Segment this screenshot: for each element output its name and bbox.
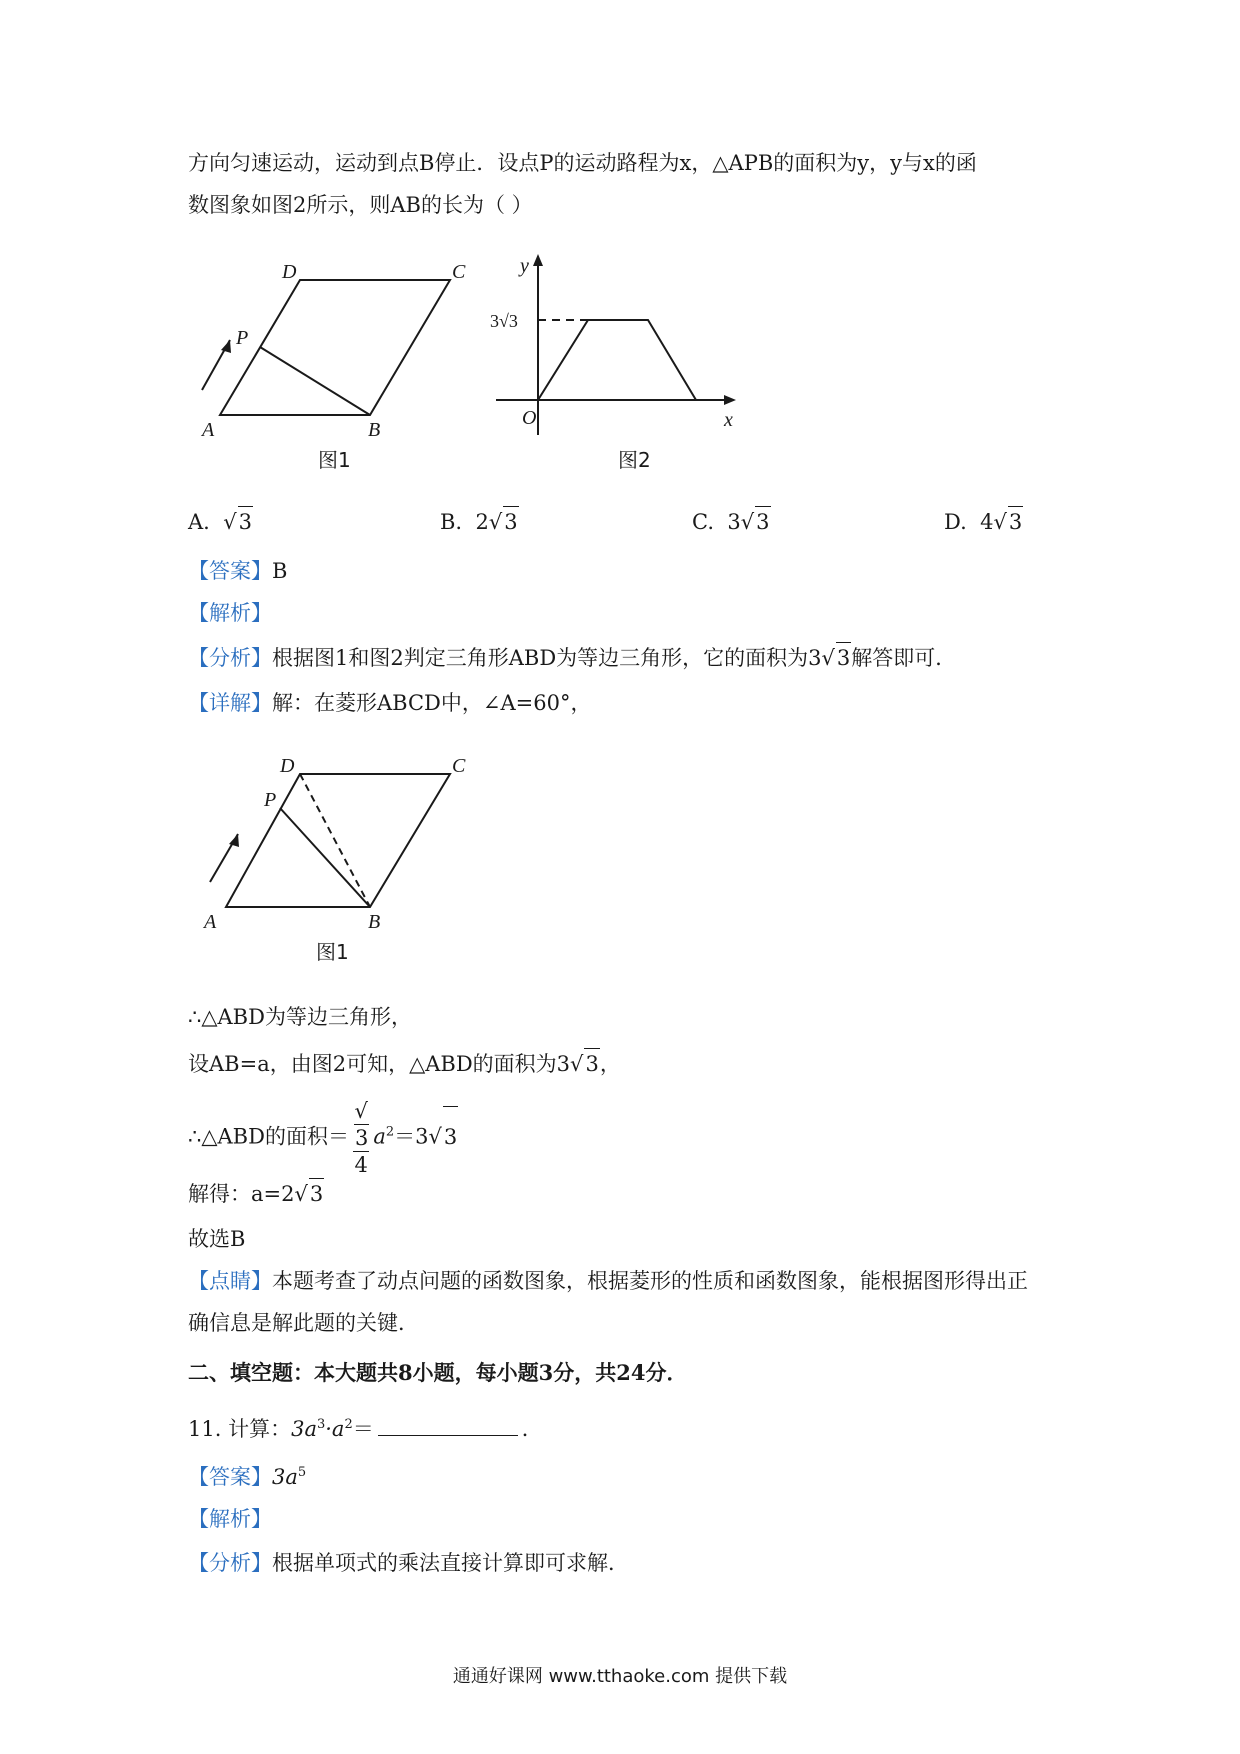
figure-1-caption: 图1 bbox=[318, 448, 351, 472]
label-P-2: P bbox=[264, 789, 277, 811]
label-C: C bbox=[452, 261, 466, 283]
fenxi-line: 【分析】根据图1和图2判定三角形ABD为等边三角形，它的面积为3√3解答即可． bbox=[188, 642, 956, 673]
page-footer: 通通好课网 www.tthaoke.com 提供下载 bbox=[452, 1666, 788, 1687]
dianjing-line-2: 确信息是解此题的关键． bbox=[188, 1311, 419, 1335]
answer-blank[interactable] bbox=[378, 1435, 518, 1436]
label-A: A bbox=[202, 419, 215, 440]
problem-line-2: 数图象如图2所示，则AB的长为（ ） bbox=[188, 193, 533, 217]
label-B-2: B bbox=[368, 911, 381, 932]
step-2: 设AB=a，由图2可知，△ABD的面积为3√3， bbox=[188, 1048, 621, 1079]
answer-line: 【答案】B bbox=[188, 559, 288, 583]
section-2-heading: 二、填空题：本大题共8小题，每小题3分，共24分． bbox=[188, 1360, 688, 1385]
label-D-2: D bbox=[280, 755, 295, 777]
y-tick-label: 3√3 bbox=[490, 311, 518, 331]
step-3: ∴△ABD的面积＝ √ 3 4 $a^2=3√3$ bbox=[188, 1099, 458, 1177]
step-5: 故选B bbox=[188, 1227, 246, 1251]
label-C-2: C bbox=[452, 755, 466, 777]
question-11: 11. 计算：$3a^3\cdot a^2=$ ． bbox=[188, 1417, 543, 1441]
step-1: ∴△ABD为等边三角形， bbox=[188, 1005, 412, 1029]
jiexi-tag: 【解析】 bbox=[188, 601, 272, 625]
option-a[interactable]: A. √3 bbox=[188, 506, 253, 537]
label-D: D bbox=[282, 261, 297, 283]
figure-1-rhombus-solution bbox=[200, 752, 480, 932]
option-c[interactable]: C. 3√3 bbox=[692, 506, 771, 537]
label-P: P bbox=[236, 327, 249, 349]
axis-y-label: y bbox=[520, 255, 529, 277]
q11-fenxi: 【分析】根据单项式的乘法直接计算即可求解． bbox=[188, 1551, 629, 1575]
figure-2-caption: 图2 bbox=[618, 448, 651, 472]
axis-x-label: x bbox=[724, 409, 733, 431]
q11-answer: 【答案】$3a^5$ bbox=[188, 1465, 307, 1489]
option-d[interactable]: D. 4√3 bbox=[944, 506, 1023, 537]
xiangjie-line: 【详解】解：在菱形ABCD中，∠A=60°， bbox=[188, 691, 592, 715]
label-B: B bbox=[368, 419, 381, 440]
problem-line-1: 方向匀速运动，运动到点B停止．设点P的运动路程为x，△APB的面积为y，y与x的函 bbox=[188, 151, 977, 175]
q11-jiexi-tag: 【解析】 bbox=[188, 1507, 272, 1531]
step-4: 解得：a=2√3 bbox=[188, 1178, 324, 1209]
figure-1-solution-caption: 图1 bbox=[316, 940, 349, 964]
option-b[interactable]: B. 2√3 bbox=[440, 506, 519, 537]
figure-2-graph bbox=[488, 250, 748, 440]
dianjing-line-1: 【点睛】本题考查了动点问题的函数图象，根据菱形的性质和函数图象，能根据图形得出正 bbox=[188, 1269, 1028, 1293]
figure-1-rhombus bbox=[200, 260, 480, 440]
label-A-2: A bbox=[204, 911, 217, 932]
origin-label: O bbox=[522, 407, 537, 429]
